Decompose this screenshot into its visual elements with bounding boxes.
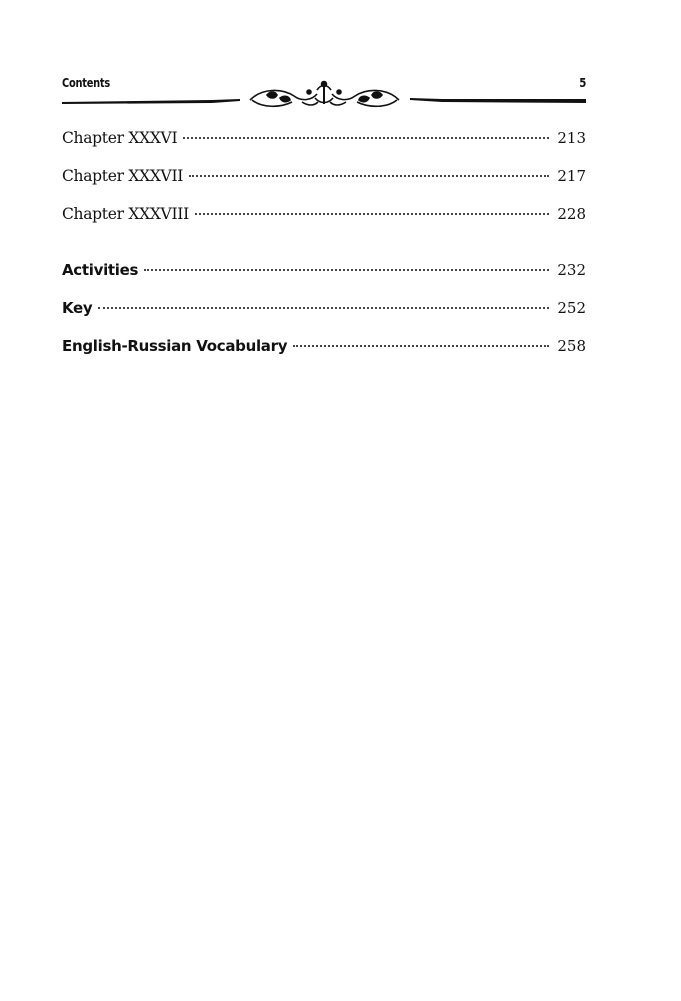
dot-leader bbox=[293, 345, 549, 347]
dot-leader bbox=[144, 269, 549, 271]
header-title: Contents bbox=[62, 76, 110, 90]
toc-entry-label: Chapter XXXVI bbox=[62, 129, 178, 147]
toc-entry-chapter-36[interactable] bbox=[62, 129, 586, 167]
header-page-number: 5 bbox=[578, 76, 586, 90]
toc-entry-chapter-37[interactable] bbox=[62, 167, 586, 205]
toc-entry-label: Activities bbox=[62, 261, 139, 279]
toc-entry-chapter-38[interactable] bbox=[62, 205, 586, 243]
toc-entry-page: 217 bbox=[557, 167, 586, 185]
flourish-ornament-icon bbox=[250, 82, 399, 107]
toc-entry-activities[interactable] bbox=[62, 261, 586, 299]
toc-entry-label: Chapter XXXVIII bbox=[62, 205, 189, 223]
table-of-contents bbox=[62, 129, 586, 375]
toc-entry-vocabulary[interactable] bbox=[62, 337, 586, 375]
toc-entry-key[interactable] bbox=[62, 299, 586, 337]
toc-entry-page: 232 bbox=[557, 261, 586, 279]
toc-entry-label: Key bbox=[62, 299, 93, 317]
toc-entry-label: English-Russian Vocabulary bbox=[62, 337, 288, 355]
toc-entry-page: 258 bbox=[557, 337, 586, 355]
toc-entry-label: Chapter XXXVII bbox=[62, 167, 184, 185]
dot-leader bbox=[183, 137, 549, 139]
dot-leader bbox=[189, 175, 549, 177]
toc-entry-page: 228 bbox=[557, 205, 586, 223]
running-header bbox=[62, 74, 586, 108]
dot-leader bbox=[98, 307, 549, 309]
ornamental-rule bbox=[62, 78, 586, 108]
toc-entry-page: 213 bbox=[557, 129, 586, 147]
dot-leader bbox=[195, 213, 549, 215]
toc-entry-page: 252 bbox=[557, 299, 586, 317]
